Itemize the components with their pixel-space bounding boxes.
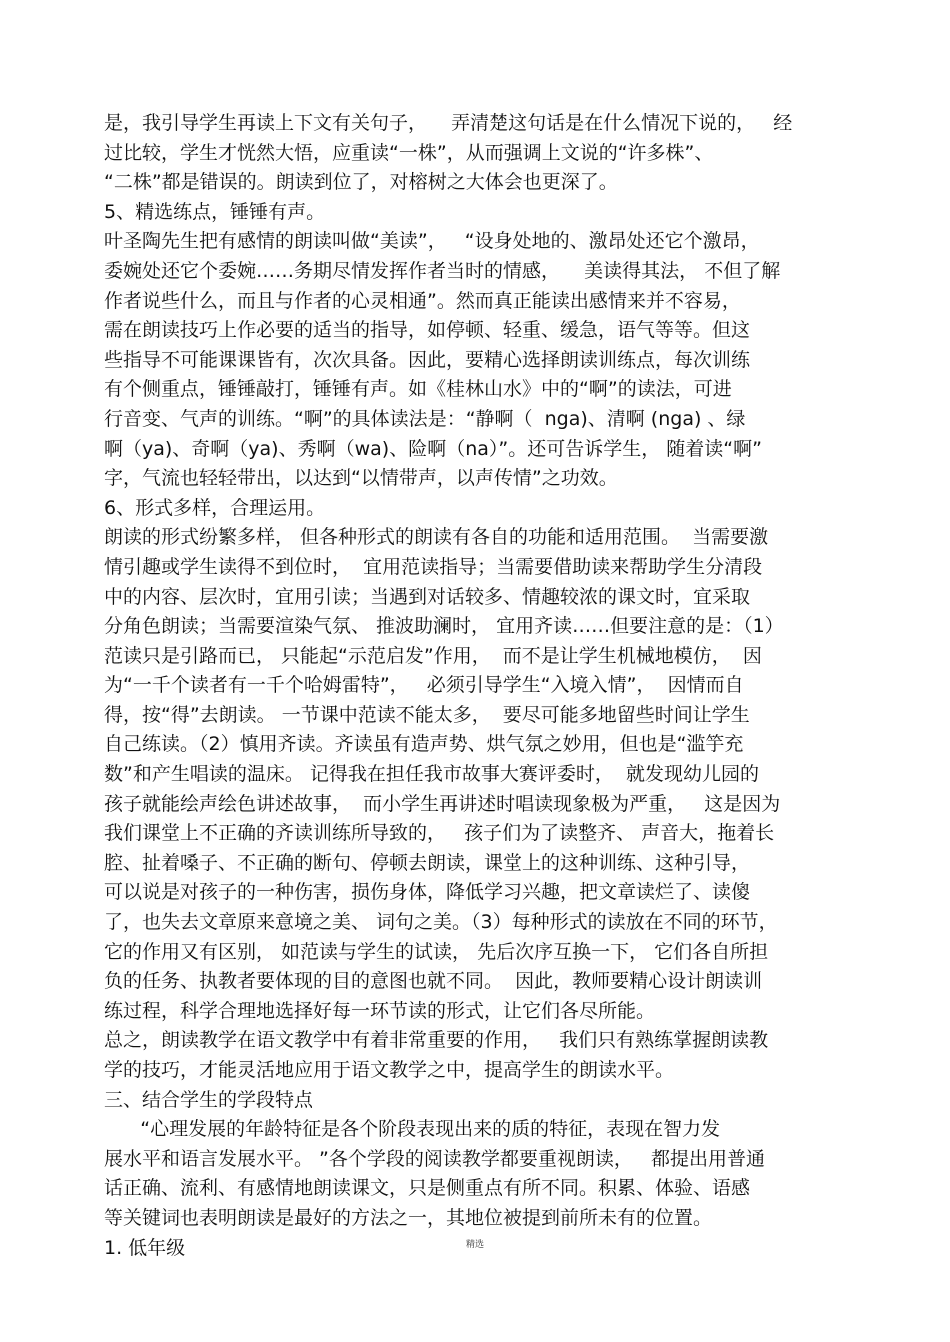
- text-line: 情引趣或学生读得不到位时， 宜用范读指导；当需要借助读来帮助学生分清段: [104, 555, 763, 578]
- text-line: 数”和产生唱读的温床。 记得我在担任我市故事大赛评委时， 就发现幼儿园的: [104, 763, 759, 786]
- text-line: 学的技巧，才能灵活地应用于语文教学之中，提高学生的朗读水平。: [104, 1059, 675, 1081]
- text-line: 过比较，学生才恍然大悟，应重读“一株”，从而强调上文说的“许多株”、: [104, 141, 714, 164]
- text-line: “二株”都是错误的。朗读到位了，对榕树之大体会也更深了。: [104, 171, 618, 194]
- text-line: 了，也失去文章原来意境之美、 词句之美。（3）每种形式的读放在不同的环节，: [104, 911, 778, 934]
- text-line: 练过程，科学合理地选择好每一环节读的形式，让它们各尽所能。: [104, 999, 656, 1022]
- text-line: 委婉处还它个委婉……务期尽情发挥作者当时的情感， 美读得其法， 不但了解: [104, 259, 781, 282]
- text-line: 中的内容、层次时，宜用引读；当遇到对话较多、情趣较浓的课文时，宜采取: [104, 585, 751, 608]
- text-line: 分角色朗读；当需要渲染气氛、 推波助澜时， 宜用齐读……但要注意的是：（1）: [104, 615, 784, 638]
- text-line: 等关键词也表明朗读是最好的方法之一，其地位被提到前所未有的位置。: [104, 1206, 713, 1229]
- text-line: 作者说些什么，而且与作者的心灵相通”。然而真正能读出感情来并不容易，: [104, 289, 741, 312]
- text-line: 叶圣陶先生把有感情的朗读叫做“美读”， “设身处地的、激昂处还它个激昂，: [104, 230, 760, 253]
- text-line: 需在朗读技巧上作必要的适当的指导，如停顿、轻重、缓急，语气等等。但这: [104, 319, 751, 342]
- text-line: 自己练读。（2）慎用齐读。齐读虽有造声势、烘气氛之妙用，但也是“滥竽充: [104, 733, 744, 756]
- text-line: 三、结合学生的学段特点: [104, 1088, 314, 1111]
- text-line: 腔、扯着嗓子、不正确的断句、停顿去朗读，课堂上的这种训练、这种引导，: [104, 851, 751, 874]
- text-line: 是，我引导学生再读上下文有关句子， 弄清楚这句话是在什么情况下说的， 经: [104, 112, 793, 134]
- text-line: 负的任务、执教者要体现的目的意图也就不同。 因此，教师要精心设计朗读训: [104, 970, 763, 993]
- text-line: 啊（ya)、奇啊（ya)、秀啊（wa)、险啊（na）”。还可告诉学生， 随着读“啊”: [104, 437, 762, 460]
- text-line: 孩子就能绘声绘色讲述故事， 而小学生再讲述时唱读现象极为严重， 这是因为: [104, 792, 781, 815]
- text-line: 字，气流也轻轻带出，以达到“以情带声，以声传情”之功效。: [104, 467, 618, 490]
- page-footer: 精选: [465, 1240, 484, 1250]
- text-line: “心理发展的年龄特征是各个阶段表现出来的质的特征，表现在智力发: [104, 1118, 721, 1141]
- text-line: 5、精选练点，锤锤有声。: [104, 200, 326, 223]
- text-line: 范读只是引路而已， 只能起“示范启发”作用， 而不是让学生机械地模仿， 因: [104, 644, 762, 667]
- text-line: 有个侧重点，锤锤敲打，锤锤有声。如《桂林山水》中的“啊”的读法，可进: [104, 378, 732, 401]
- text-line: 它的作用又有区别， 如范读与学生的试读， 先后次序互换一下， 它们各自所担: [104, 940, 769, 963]
- text-line: 展水平和语言发展水平。 ”各个学段的阅读教学都要重视朗读， 都提出用普通: [104, 1147, 766, 1170]
- text-line: 可以说是对孩子的一种伤害，损伤身体，降低学习兴趣，把文章读烂了、读傻: [104, 881, 751, 904]
- text-line: 些指导不可能课课皆有，次次具备。因此，要精心选择朗读训练点，每次训练: [104, 348, 751, 371]
- text-line: 1. 低年级: [104, 1236, 186, 1259]
- body-text: [104, 109, 849, 1263]
- text-line: 话正确、流利、有感情地朗读课文，只是侧重点有所不同。积累、体验、语感: [104, 1177, 751, 1200]
- text-line: 得，按“得”去朗读。 一节课中范读不能太多， 要尽可能多地留些时间让学生: [104, 703, 750, 726]
- text-line: 我们课堂上不正确的齐读训练所导致的， 孩子们为了读整齐、 声音大，拖着长: [104, 822, 775, 845]
- text-line: 行音变、气声的训练。“啊”的具体读法是：“静啊（ nga)、清啊 (nga) 、绿: [104, 407, 746, 430]
- text-line: 为“一千个读者有一千个哈姆雷特”， 必须引导学生“入境入情”， 因情而自: [104, 674, 744, 697]
- text-line: 朗读的形式纷繁多样， 但各种形式的朗读有各自的功能和适用范围。 当需要激: [104, 526, 769, 549]
- text-line: 总之，朗读教学在语文教学中有着非常重要的作用， 我们只有熟练掌握朗读教: [104, 1029, 769, 1052]
- text-line: 6、形式多样，合理运用。: [104, 496, 326, 519]
